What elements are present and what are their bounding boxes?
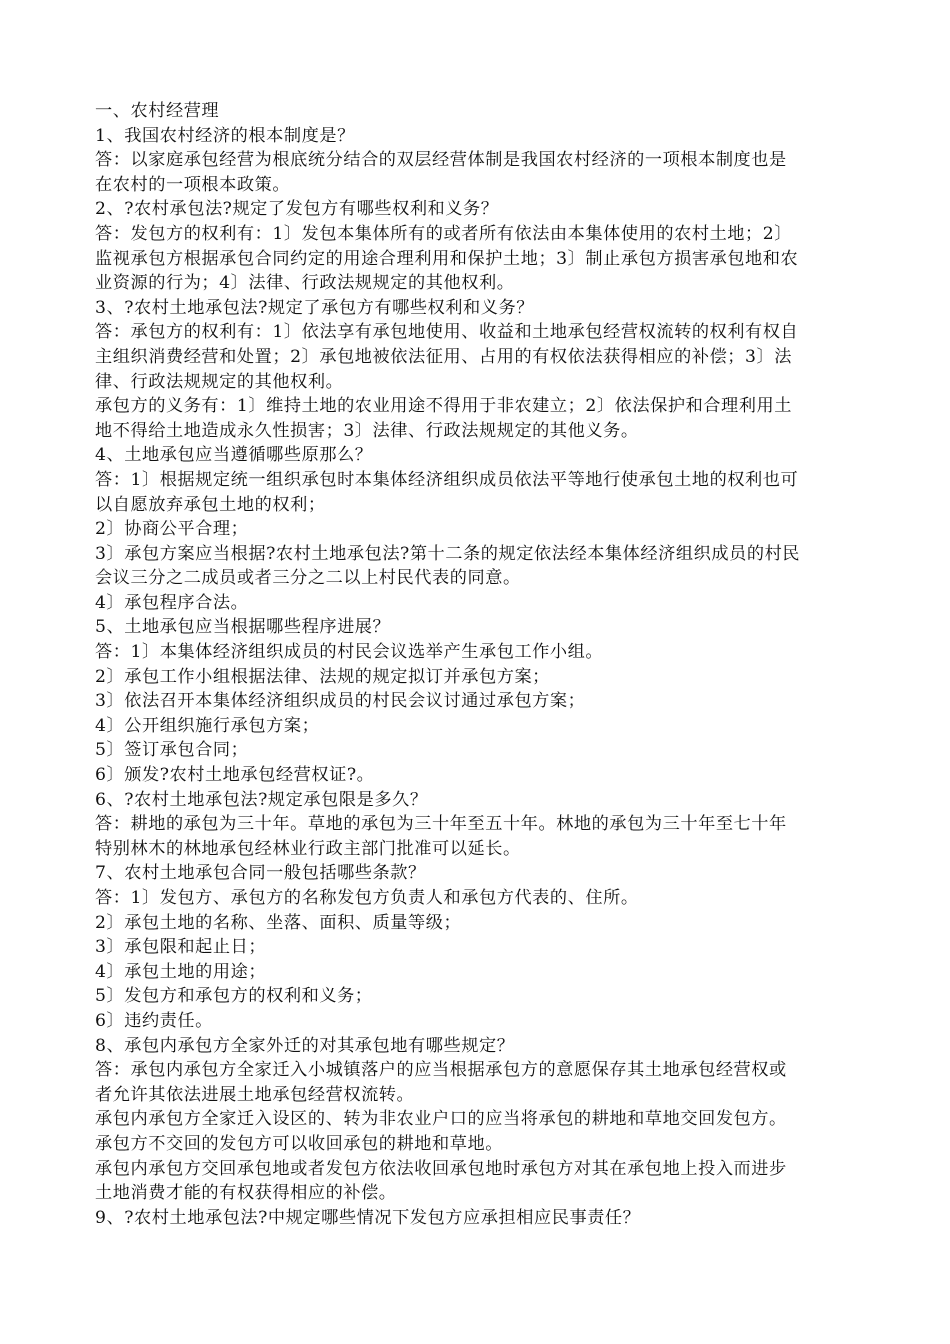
answer-line: 承包内承包方交回承包地或者发包方依法收回承包地时承包方对其在承包地上投入而进步 bbox=[95, 1158, 787, 1179]
answer-line: 承包方的义务有：1〕维持土地的农业用途不得用于非农建立；2〕依法保护和合理利用土 bbox=[95, 396, 792, 417]
answer-line: 答：1〕发包方、承包方的名称发包方负责人和承包方代表的、住所。 bbox=[95, 888, 639, 908]
question-2: 2、?农村承包法?规定了发包方有哪些权利和义务？ bbox=[95, 199, 499, 220]
answer-line: 3〕承包限和起止日； bbox=[95, 937, 267, 958]
answer-line: 2〕承包工作小组根据法律、法规的规定拟订并承包方案； bbox=[95, 666, 550, 687]
answer-line: 答：耕地的承包为三十年。草地的承包为三十年至五十年。林地的承包为三十年至七十年 bbox=[95, 814, 787, 835]
answer-line: 6〕违约责任。 bbox=[95, 1010, 213, 1031]
answer-line: 答：发包方的权利有：1〕发包本集体所有的或者所有依法由本集体使用的农村土地；2〕 bbox=[95, 223, 792, 244]
answer-line: 答：以家庭承包经营为根底统分结合的双层经营体制是我国农村经济的一项根本制度也是 bbox=[95, 150, 787, 171]
question-5: 5、土地承包应当根据哪些程序进展？ bbox=[95, 617, 391, 638]
answer-line: 监视承包方根据承包合同约定的用途合理利用和保护土地；3〕制止承包方损害承包地和农 bbox=[95, 248, 799, 269]
answer-line: 4〕承包土地的用途； bbox=[95, 961, 267, 982]
answer-line: 主组织消费经营和处置；2〕承包地被依法征用、占用的有权依法获得相应的补偿；3〕法 bbox=[95, 346, 792, 367]
answer-line: 会议三分之二成员或者三分之二以上村民代表的同意。 bbox=[95, 568, 521, 589]
question-8: 8、承包内承包方全家外迁的对其承包地有哪些规定？ bbox=[95, 1035, 515, 1056]
answer-line: 5〕发包方和承包方的权利和义务； bbox=[95, 986, 373, 1007]
answer-line: 3〕依法召开本集体经济组织成员的村民会议讨通过承包方案； bbox=[95, 691, 586, 712]
answer-line: 以自愿放弃承包土地的权利； bbox=[95, 494, 326, 515]
answer-line: 在农村的一项根本政策。 bbox=[95, 174, 291, 195]
answer-line: 者允许其依法进展土地承包经营权流转。 bbox=[95, 1084, 415, 1105]
answer-line: 6〕颁发?农村土地承包经营权证?。 bbox=[95, 765, 375, 786]
answer-line: 地不得给土地造成永久性损害；3〕法律、行政法规规定的其他义务。 bbox=[95, 420, 639, 441]
answer-line: 2〕承包土地的名称、坐落、面积、质量等级； bbox=[95, 912, 462, 933]
question-3: 3、?农村土地承包法?规定了承包方有哪些权利和义务？ bbox=[95, 297, 534, 318]
answer-line: 答：承包方的权利有：1〕依法享有承包地使用、收益和土地承包经营权流转的权利有权自 bbox=[95, 322, 799, 343]
answer-line: 特别林木的林地承包经林业行政主部门批准可以延长。 bbox=[95, 838, 521, 859]
answer-line: 5〕签订承包合同； bbox=[95, 740, 249, 761]
answer-line: 承包内承包方全家迁入设区的、转为非农业户口的应当将承包的耕地和草地交回发包方。 bbox=[95, 1109, 787, 1130]
answer-line: 4〕公开组织施行承包方案； bbox=[95, 715, 320, 736]
answer-line: 答：1〕根据规定统一组织承包时本集体经济组织成员依法平等地行使承包土地的权利也可 bbox=[95, 469, 799, 490]
answer-line: 答：承包内承包方全家迁入小城镇落户的应当根据承包方的意愿保存其土地承包经营权或 bbox=[95, 1060, 787, 1081]
answer-line: 3〕承包方案应当根据?农村土地承包法?第十二条的规定依法经本集体经济组织成员的村民 bbox=[95, 543, 801, 564]
answer-line: 律、行政法规规定的其他权利。 bbox=[95, 371, 344, 392]
question-7: 7、农村土地承包合同一般包括哪些条款？ bbox=[95, 863, 426, 884]
question-9: 9、?农村土地承包法?中规定哪些情况下发包方应承担相应民事责任？ bbox=[95, 1207, 641, 1228]
answer-line: 承包方不交回的发包方可以收回承包的耕地和草地。 bbox=[95, 1133, 503, 1154]
answer-line: 土地消费才能的有权获得相应的补偿。 bbox=[95, 1183, 397, 1204]
question-1: 1、我国农村经济的根本制度是？ bbox=[95, 125, 355, 146]
document-body bbox=[95, 99, 855, 1230]
section-heading: 一、农村经营理 bbox=[95, 101, 220, 121]
question-6: 6、?农村土地承包法?规定承包限是多久？ bbox=[95, 789, 428, 810]
answer-line: 4〕承包程序合法。 bbox=[95, 592, 249, 613]
answer-line: 答：1〕本集体经济组织成员的村民会议选举产生承包工作小组。 bbox=[95, 642, 604, 663]
question-4: 4、土地承包应当遵循哪些原那么？ bbox=[95, 445, 373, 466]
answer-line: 2〕协商公平合理； bbox=[95, 519, 249, 540]
answer-line: 业资源的行为；4〕法律、行政法规规定的其他权利。 bbox=[95, 273, 515, 294]
